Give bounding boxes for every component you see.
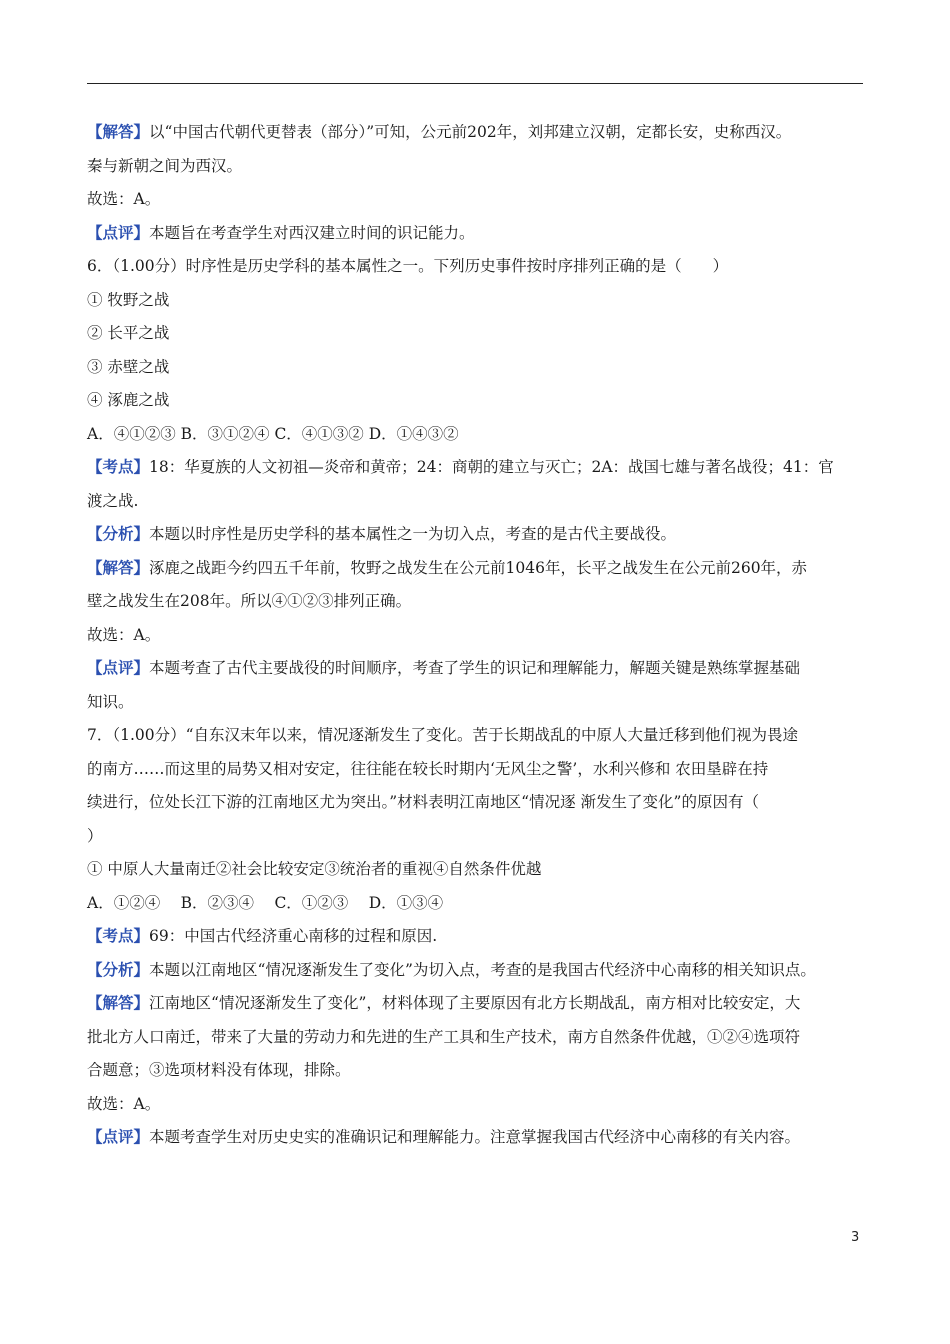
text-line: 合题意；③选项材料没有体现，排除。 (87, 1061, 351, 1079)
question-7-stem: ） (87, 826, 103, 845)
text-line: 【解答】以“中国古代朝代更替表（部分）”可知，公元前202年，刘邦建立汉朝，定都长安，史称西汉。 (87, 122, 792, 141)
text-line: 【分析】本题以时序性是历史学科的基本属性之一为切入点，考查的是古代主要战役。 (87, 524, 677, 543)
text-line: 【分析】本题以江南地区“情况逐渐发生了变化”为切入点，考查的是我国古代经济中心南移的相关知识点。 (87, 959, 816, 979)
kaodian-tag: 【考点】 (87, 457, 150, 476)
text-line: 渡之战. (87, 491, 139, 510)
page-number: 3 (851, 1230, 860, 1245)
answer-choice: 故选：A。 (87, 625, 161, 644)
answer-tag: 【解答】 (87, 122, 150, 141)
text-line: 【考点】18：华夏族的人文初祖—炎帝和黄帝；24：商朝的建立与灭亡；2A：战国七雄与著名战役；41：官 (87, 457, 834, 476)
answer-tag: 【解答】 (87, 557, 150, 577)
question-7-stem: 7．（1.00分）“自东汉末年以来，情况逐渐发生了变化。苦于长期战乱的中原人大量迁移到他们视为畏途 (87, 726, 799, 744)
comment-tag: 【点评】 (87, 658, 150, 677)
text-line: 【考点】69：中国古代经济重心南移的过程和原因. (87, 926, 438, 945)
page-content (87, 120, 865, 1159)
text-line: 【解答】江南地区“情况逐渐发生了变化”，材料体现了主要原因有北方长期战乱，南方相对比较安定，大 (87, 993, 801, 1012)
text-line: 知识。 (87, 692, 134, 711)
list-item: ③ 赤壁之战 (87, 357, 170, 376)
comment-tag: 【点评】 (87, 1127, 150, 1146)
comment-tag: 【点评】 (87, 222, 150, 242)
text-line: 秦与新朝之间为西汉。 (87, 156, 243, 175)
text-line: 【点评】本题旨在考查学生对西汉建立时间的识记能力。 (87, 222, 475, 242)
list-item: ④ 涿鹿之战 (87, 391, 170, 409)
list-item: ① 牧野之战 (87, 290, 170, 309)
text-line: 批北方人口南迁，带来了大量的劳动力和先进的生产工具和生产技术，南方自然条件优越，①②④选项符 (87, 1027, 801, 1046)
list-item: ② 长平之战 (87, 324, 170, 342)
answer-choice: 故选：A。 (87, 190, 161, 208)
question-6-stem: 6．（1.00分）时序性是历史学科的基本属性之一。下列历史事件按时序排列正确的是（ ） (87, 257, 729, 275)
question-7-stem: 续进行，位处长江下游的江南地区尤为突出。”材料表明江南地区“情况逐 渐发生了变化”的原因有（ (87, 793, 759, 811)
question-6-options: A．④①②③ B．③①②④ C．④①③② D．①④③② (87, 424, 459, 443)
kaodian-tag: 【考点】 (87, 926, 150, 945)
text-line: 壁之战发生在208年。所以④①②③排列正确。 (87, 592, 412, 610)
text-line: 【解答】涿鹿之战距今约四五千年前，牧野之战发生在公元前1046年，长平之战发生在公元前260年，赤 (87, 557, 808, 577)
question-7-stem: 的南方……而这里的局势又相对安定，往往能在较长时期内‘无风尘之警’，水利兴修和 农田垦辟在持 (87, 759, 769, 778)
answer-tag: 【解答】 (87, 993, 150, 1012)
analysis-tag: 【分析】 (87, 959, 150, 979)
analysis-tag: 【分析】 (87, 524, 150, 543)
question-7-options: A．①②④ B．②③④ C．①②③ D．①③④ (87, 893, 444, 912)
list-item: ① 中原人大量南迁②社会比较安定③统治者的重视④自然条件优越 (87, 860, 542, 878)
answer-choice: 故选：A。 (87, 1094, 161, 1113)
text-line: 【点评】本题考查了古代主要战役的时间顺序，考查了学生的识记和理解能力，解题关键是熟练掌握基础 (87, 658, 801, 677)
header-rule (87, 83, 863, 84)
text-line: 【点评】本题考查学生对历史史实的准确识记和理解能力。注意掌握我国古代经济中心南移的有关内容。 (87, 1127, 801, 1146)
